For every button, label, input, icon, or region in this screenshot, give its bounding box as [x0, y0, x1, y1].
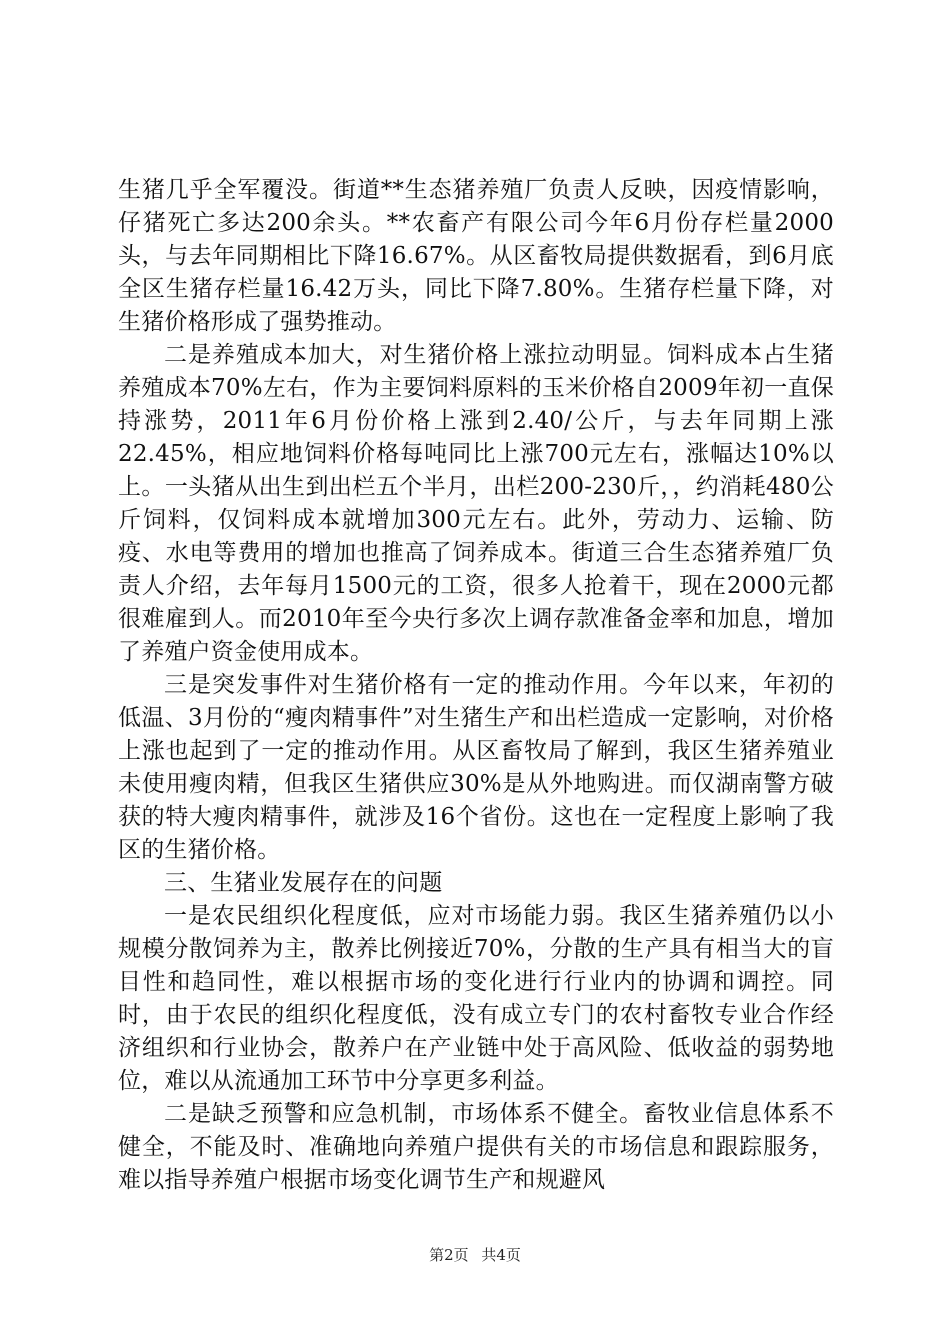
document-body — [118, 174, 834, 1197]
paragraph-2: 二是养殖成本加大，对生猪价格上涨拉动明显。饲料成本占生猪养殖成本70%左右，作为主要饲料原料的玉米价格自2009年初一直保持涨势，2011年6月份价格上涨到2.40/公斤，与去年同期上涨22.45%，相应地饲料价格每吨同比上涨700元左右，涨幅达10%以上。一头猪从出生到出栏五个半月，出栏200-230斤，，约消耗480公斤饲料，仅饲料成本就增加300元左右。此外，劳动力、运输、防疫、水电等费用的增加也推高了饲养成本。街道三合生态猪养殖厂负责人介绍，去年每月1500元的工资，很多人抢着干，现在2000元都很难雇到人。而2010年至今央行多次上调存款准备金率和加息，增加了养殖户资金使用成本。 — [118, 342, 834, 665]
page-number: 第2页 — [429, 1246, 469, 1264]
section-heading: 三、生猪业发展存在的问题 — [164, 870, 443, 896]
paragraph-1: 生猪几乎全军覆没。街道**生态猪养殖厂负责人反映，因疫情影响，仔猪死亡多达200余头。**农畜产有限公司今年6月份存栏量2000头，与去年同期相比下降16.67%。从区畜牧局提供数据看，到6月底全区生猪存栏量16.42万头，同比下降7.80%。生猪存栏量下降，对生猪价格形成了强势推动。 — [118, 177, 834, 335]
paragraph-3: 三是突发事件对生猪价格有一定的推动作用。今年以来，年初的低温、3月份的“瘦肉精事件”对生猪生产和出栏造成一定影响，对价格上涨也起到了一定的推动作用。从区畜牧局了解到，我区生猪养殖业未使用瘦肉精，但我区生猪供应30%是从外地购进。而仅湖南警方破获的特大瘦肉精事件，就涉及16个省份。这也在一定程度上影响了我区的生猪价格。 — [118, 672, 834, 863]
paragraph-4: 一是农民组织化程度低，应对市场能力弱。我区生猪养殖仍以小规模分散饲养为主，散养比例接近70%，分散的生产具有相当大的盲目性和趋同性，难以根据市场的变化进行行业内的协调和调控。同时，由于农民的组织化程度低，没有成立专门的农村畜牧专业合作经济组织和行业协会，散养户在产业链中处于高风险、低收益的弱势地位，难以从流通加工环节中分享更多利益。 — [118, 903, 834, 1094]
paragraph-5: 二是缺乏预警和应急机制，市场体系不健全。畜牧业信息体系不健全，不能及时、准确地向养殖户提供有关的市场信息和跟踪服务，难以指导养殖户根据市场变化调节生产和规避风 — [118, 1101, 834, 1193]
page-total: 共4页 — [481, 1246, 521, 1264]
page-footer — [0, 1245, 950, 1265]
